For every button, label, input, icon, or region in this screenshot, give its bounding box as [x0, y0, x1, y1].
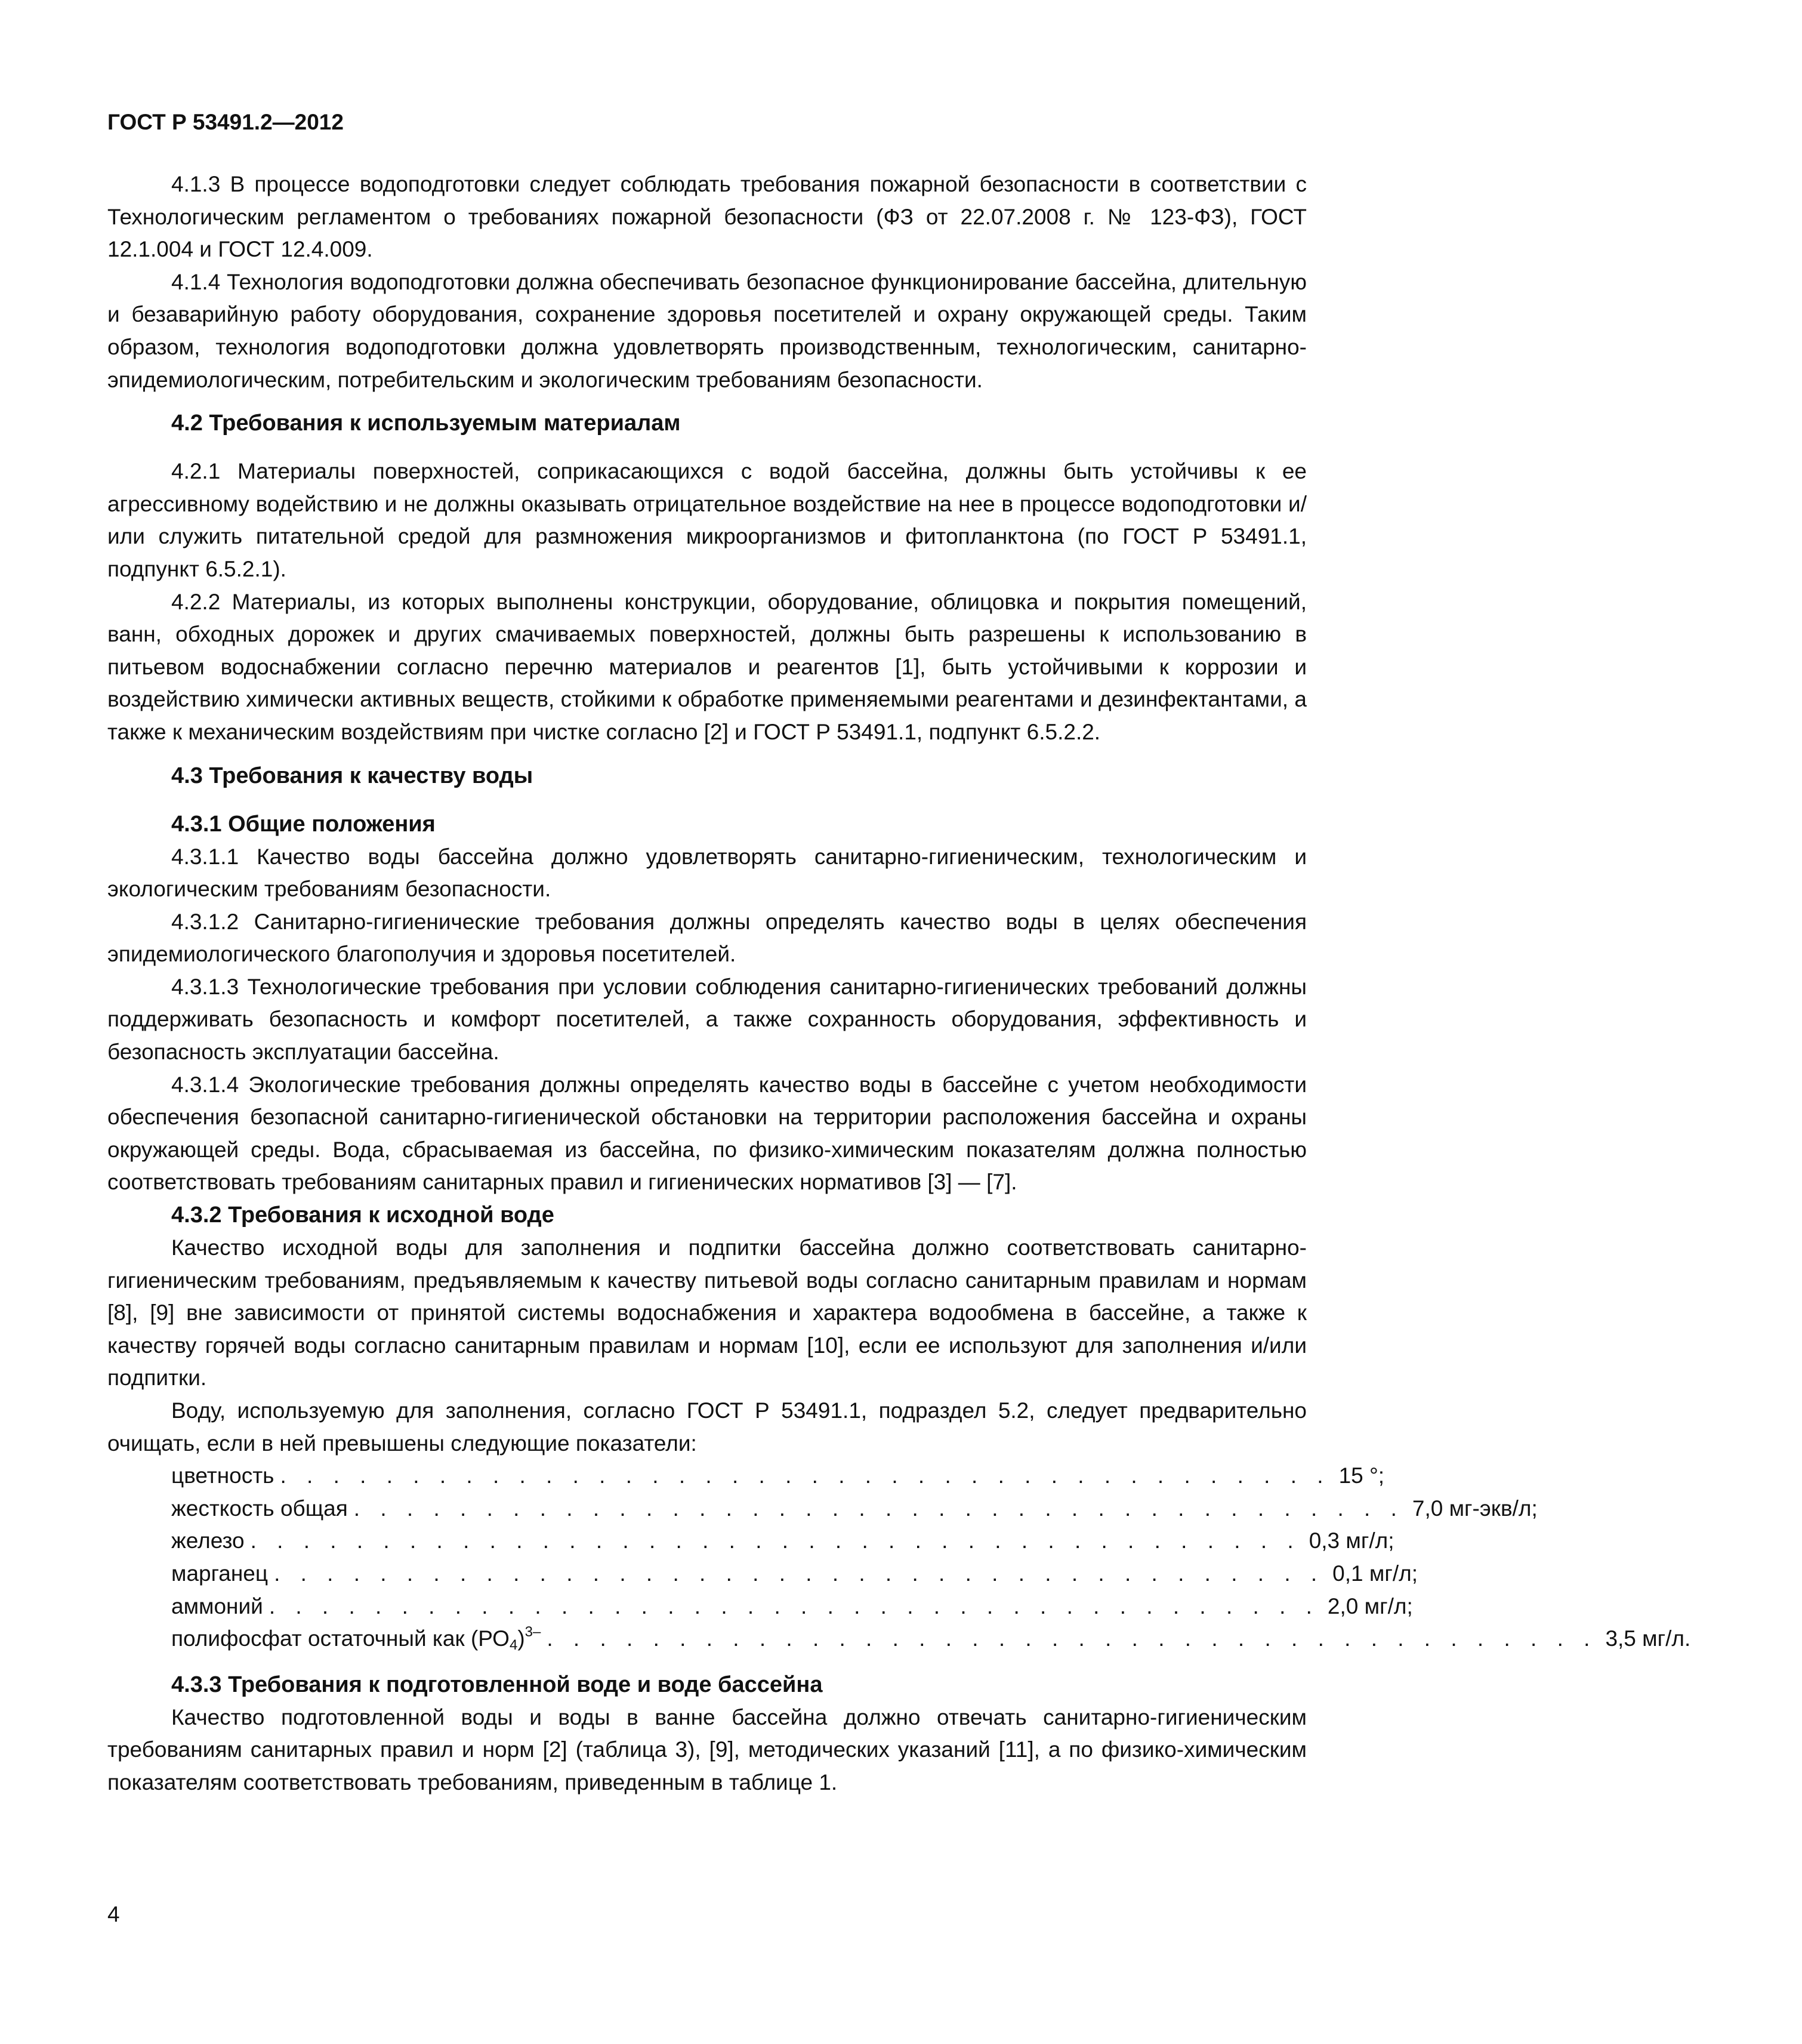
clause-4-3-3: Качество подготовленной воды и воды в ванне бассейна должно отвечать санитарно-гигиеническим требованиям санитарных правил и норм [2] (таблица 3), [9], методических указаний [11], а по физико-химическим показателям соответствовать требованиям, приведенным в таблице 1. — [107, 1704, 1307, 1795]
clause-4-1-4: 4.1.4 Технология водоподготовки должна обеспечивать безопасное функционирование бассейна, длительную и безаварийную работу оборудования, сохранение здоровья посетителей и охрану окружающей среды. Таким образом, технология водоподготовки должна удовлетворять производственным, технологическим, санитарно-эпидемиологическим, потребительским и экологическим требованиям безопасности. — [107, 269, 1307, 392]
indicator-name: аммоний — [171, 1593, 263, 1618]
indicator-row — [171, 1590, 1413, 1623]
leader-dots: . . . . . . . . . . . . . . . . . . . . . . . . . . . . . . . . . . . . . . . . — [269, 1593, 1319, 1618]
subsection-heading-4-3-1: 4.3.1 Общие положения — [171, 811, 436, 837]
indicator-name — [171, 1623, 541, 1655]
clause-4-2-2: 4.2.2 Материалы, из которых выполнены конструкции, оборудование, облицовка и покрытия помещений, ванн, обходных дорожек и других смачиваемых поверхностей, должны быть разрешены к использованию в питьевом водоснабжении согласно перечню материалов и реагентов [1], быть устойчивыми к коррозии и воздействию химически активных веществ, стойкими к обработке применяемыми реагентами и дезинфектантами, а также к механическим воздействиям при чистке согласно [2] и ГОСТ Р 53491.1, подпункт 6.5.2.2. — [107, 589, 1307, 744]
indicator-value: 0,1 мг/л; — [1332, 1561, 1418, 1586]
indicator-name: цветность — [171, 1463, 274, 1488]
clause-4-3-1-1: 4.3.1.1 Качество воды бассейна должно удовлетворять санитарно-гигиеническим, технологическим и экологическим требованиям безопасности. — [107, 844, 1307, 902]
indicator-row — [171, 1460, 1385, 1493]
indicator-row — [171, 1558, 1418, 1590]
clause-4-3-1-4: 4.3.1.4 Экологические требования должны определять качество воды в бассейне с учетом необходимости обеспечения безопасной санитарно-гигиенической обстановки на территории расположения бассейна и охраны окружающей среды. Вода, сбрасываемая из бассейна, по физико-химическим показателям должна полностью соответствовать требованиям санитарных правил и гигиенических нормативов [3] — [7]. — [107, 1072, 1307, 1195]
superscript-charge: 3– — [524, 1624, 541, 1641]
subsection-heading-4-3-3: 4.3.3 Требования к подготовленной воде и воде бассейна — [171, 1672, 823, 1697]
indicator-value: 7,0 мг-экв/л; — [1412, 1496, 1538, 1521]
clause-4-3-1-2: 4.3.1.2 Санитарно-гигиенические требования должны определять качество воды в целях обеспечения эпидемиологического благополучия и здоровья посетителей. — [107, 909, 1307, 967]
leader-dots: . . . . . . . . . . . . . . . . . . . . . . . . . . . . . . . . . . . . . . . . — [547, 1626, 1597, 1651]
leader-dots: . . . . . . . . . . . . . . . . . . . . . . . . . . . . . . . . . . . . . . . . — [280, 1463, 1331, 1488]
indicator-name: железо — [171, 1528, 245, 1553]
leader-dots: . . . . . . . . . . . . . . . . . . . . . . . . . . . . . . . . . . . . . . . . — [353, 1496, 1404, 1521]
clause-4-2-1: 4.2.1 Материалы поверхностей, соприкасающихся с водой бассейна, должны быть устойчивы к ее агрессивному водействию и не должны оказывать отрицательное воздействие на нее в процессе водоподготовки и/или служить питательной средой для размножения микроорганизмов и фитопланктона (по ГОСТ Р 53491.1, подпункт 6.5.2.1). — [107, 459, 1307, 581]
polyphosphate-name: полифосфат остаточный как (РО — [171, 1626, 510, 1651]
clause-4-1-3: 4.1.3 В процессе водоподготовки следует соблюдать требования пожарной безопасности в соответствии с Технологическим регламентом о требованиях пожарной безопасности (ФЗ от 22.07.2008 г. № 123-ФЗ), ГОСТ 12.1.004 и ГОСТ 12.4.009. — [107, 172, 1307, 262]
document-page — [107, 107, 1691, 1799]
clause-4-3-1-3: 4.3.1.3 Технологические требования при условии соблюдения санитарно-гигиенических требований должны поддерживать безопасность и комфорт посетителей, а также сохранность оборудования, эффективность и безопасность эксплуатации бассейна. — [107, 974, 1307, 1065]
indicator-name: марганец — [171, 1561, 269, 1586]
indicator-value: 0,3 мг/л; — [1309, 1528, 1394, 1553]
leader-dots: . . . . . . . . . . . . . . . . . . . . . . . . . . . . . . . . . . . . . . . . — [274, 1561, 1325, 1586]
indicator-row-polyphosphate — [171, 1623, 1691, 1655]
indicator-value: 15 °; — [1338, 1463, 1385, 1488]
indicator-value: 3,5 мг/л. — [1605, 1626, 1691, 1651]
indicator-list — [171, 1460, 1691, 1655]
section-heading-4-3: 4.3 Требования к качеству воды — [171, 763, 533, 788]
subscript-4: 4 — [509, 1637, 518, 1654]
page-number: 4 — [107, 1902, 120, 1926]
indicator-row — [171, 1525, 1394, 1558]
clause-4-3-2-paragraph-1: Качество исходной воды для заполнения и подпитки бассейна должно соответствовать санитарно-гигиеническим требованиям, предъявляемым к качеству питьевой воды согласно санитарным правилам и нормам [8], [9] вне зависимости от принятой системы водоснабжения и характера водообмена в бассейне, а также к качеству горячей воды согласно санитарным правилам и нормам [10], если ее используют для заполнения и/или подпитки. — [107, 1235, 1307, 1391]
indicator-row — [171, 1493, 1538, 1525]
indicator-name: жесткость общая — [171, 1496, 348, 1521]
subsection-heading-4-3-2: 4.3.2 Требования к исходной воде — [171, 1203, 554, 1228]
section-heading-4-2: 4.2 Требования к используемым материалам — [171, 411, 681, 436]
clause-4-3-2-paragraph-2: Воду, используемую для заполнения, согласно ГОСТ Р 53491.1, подраздел 5.2, следует предварительно очищать, если в ней превышены следующие показатели: — [107, 1398, 1307, 1456]
document-header: ГОСТ Р 53491.2—2012 — [107, 110, 344, 134]
closing-paren: ) — [517, 1626, 525, 1651]
indicator-value: 2,0 мг/л; — [1327, 1593, 1413, 1618]
leader-dots: . . . . . . . . . . . . . . . . . . . . . . . . . . . . . . . . . . . . . . . . — [250, 1528, 1301, 1553]
